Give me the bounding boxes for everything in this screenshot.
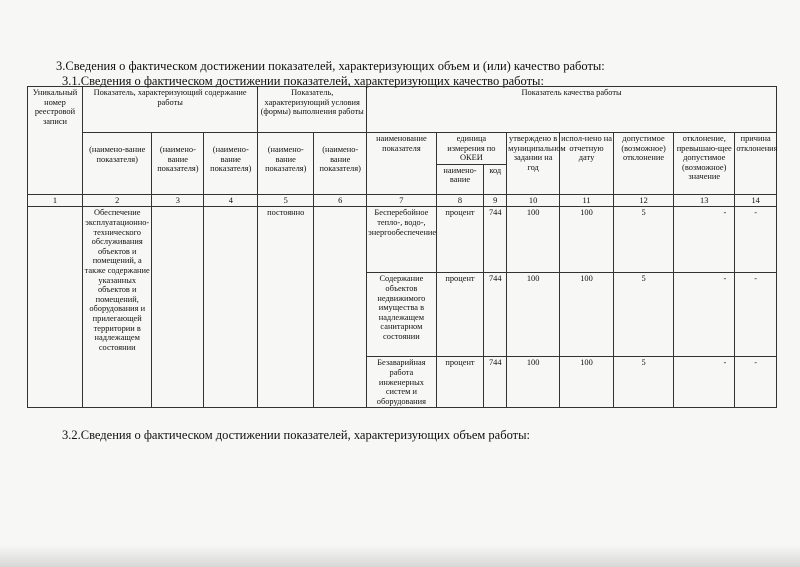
header-conditions-indicator: Показатель, характеризующий условия (формы) выполнения работы	[258, 87, 367, 133]
code-cell: 744	[484, 357, 507, 408]
reason-cell: -	[735, 357, 777, 408]
header-indicator-name: наименование показателя	[367, 133, 436, 195]
header-name-col-3: (наимено-вание показателя)	[152, 133, 204, 195]
allowed-cell: 5	[613, 207, 673, 273]
section-3-title: 3.Сведения о фактическом достижении показателей, характеризующих объем и (или) качество работы:	[56, 59, 605, 73]
col-number: 7	[367, 194, 436, 207]
section-3-2-title: 3.2.Сведения о фактическом достижении показателей, характеризующих объем работы:	[62, 428, 530, 442]
code-cell: 744	[484, 207, 507, 273]
work-content-cell: Обеспечение эксплуатационно-технического обслуживания объектов и помещений, а также содержание указанных объектов и помещений, оборудования и прилегающей территории в надлежащем состоянии	[82, 207, 151, 408]
header-unique-number: Уникальный номер реестровой записи	[28, 87, 83, 195]
indicator-cell: Содержание объектов недвижимого имущества в надлежащем санитарном состоянии	[367, 273, 436, 357]
col-number: 5	[258, 194, 314, 207]
header-unit-name: наимено-вание	[436, 164, 484, 194]
empty-cell	[152, 207, 204, 408]
col-number: 14	[735, 194, 777, 207]
col-number: 2	[82, 194, 151, 207]
approved-cell: 100	[507, 357, 560, 408]
allowed-cell: 5	[613, 273, 673, 357]
header-name-col-2: (наимено-вание показателя)	[82, 133, 151, 195]
page-shadow-edge	[0, 545, 800, 567]
exceed-cell: -	[674, 273, 735, 357]
header-quality-indicator: Показатель качества работы	[367, 87, 777, 133]
header-approved: утверждено в муниципальном задании на год	[507, 133, 560, 195]
unit-cell: процент	[436, 273, 484, 357]
executed-cell: 100	[560, 207, 614, 273]
code-cell: 744	[484, 273, 507, 357]
col-number: 1	[28, 194, 83, 207]
col-number: 4	[204, 194, 258, 207]
header-deviation-exceeding: отклонение, превышаю-щее допустимое (возможное) значение	[674, 133, 735, 195]
header-name-col-4: (наимено-вание показателя)	[204, 133, 258, 195]
col-number: 13	[674, 194, 735, 207]
section-3-1-title: 3.1.Сведения о фактическом достижении показателей, характеризующих качество работы:	[62, 74, 544, 88]
unit-cell: процент	[436, 207, 484, 273]
reason-cell: -	[735, 273, 777, 357]
header-unit-code: код	[484, 164, 507, 194]
allowed-cell: 5	[613, 357, 673, 408]
col-number: 11	[560, 194, 614, 207]
col-number: 8	[436, 194, 484, 207]
header-allowed-deviation: допустимое (возможное) отклонение	[613, 133, 673, 195]
col-number: 3	[152, 194, 204, 207]
table-row	[28, 207, 777, 273]
approved-cell: 100	[507, 273, 560, 357]
col-number: 10	[507, 194, 560, 207]
col-number: 9	[484, 194, 507, 207]
executed-cell: 100	[560, 273, 614, 357]
header-executed: испол-нено на отчетную дату	[560, 133, 614, 195]
reason-cell: -	[735, 207, 777, 273]
col-number: 12	[613, 194, 673, 207]
indicator-cell: Безаварийная работа инженерных систем и оборудования	[367, 357, 436, 408]
header-name-col-5: (наимено-вание показателя)	[258, 133, 314, 195]
indicator-cell: Бесперебойное тепло-, водо-, энергообеспечение	[367, 207, 436, 273]
header-content-indicator: Показатель, характеризующий содержание работы	[82, 87, 257, 133]
executed-cell: 100	[560, 357, 614, 408]
unique-number-cell	[28, 207, 83, 408]
empty-cell	[204, 207, 258, 408]
exceed-cell: -	[674, 207, 735, 273]
col-number: 6	[314, 194, 367, 207]
empty-cell	[314, 207, 367, 408]
quality-indicators-table	[27, 86, 777, 408]
exceed-cell: -	[674, 357, 735, 408]
unit-cell: процент	[436, 357, 484, 408]
header-reason: причина отклонения	[735, 133, 777, 195]
condition-cell: постоянно	[258, 207, 314, 408]
approved-cell: 100	[507, 207, 560, 273]
header-name-col-6: (наимено-вание показателя)	[314, 133, 367, 195]
header-unit-okei: единица измерения по ОКЕИ	[436, 133, 507, 165]
